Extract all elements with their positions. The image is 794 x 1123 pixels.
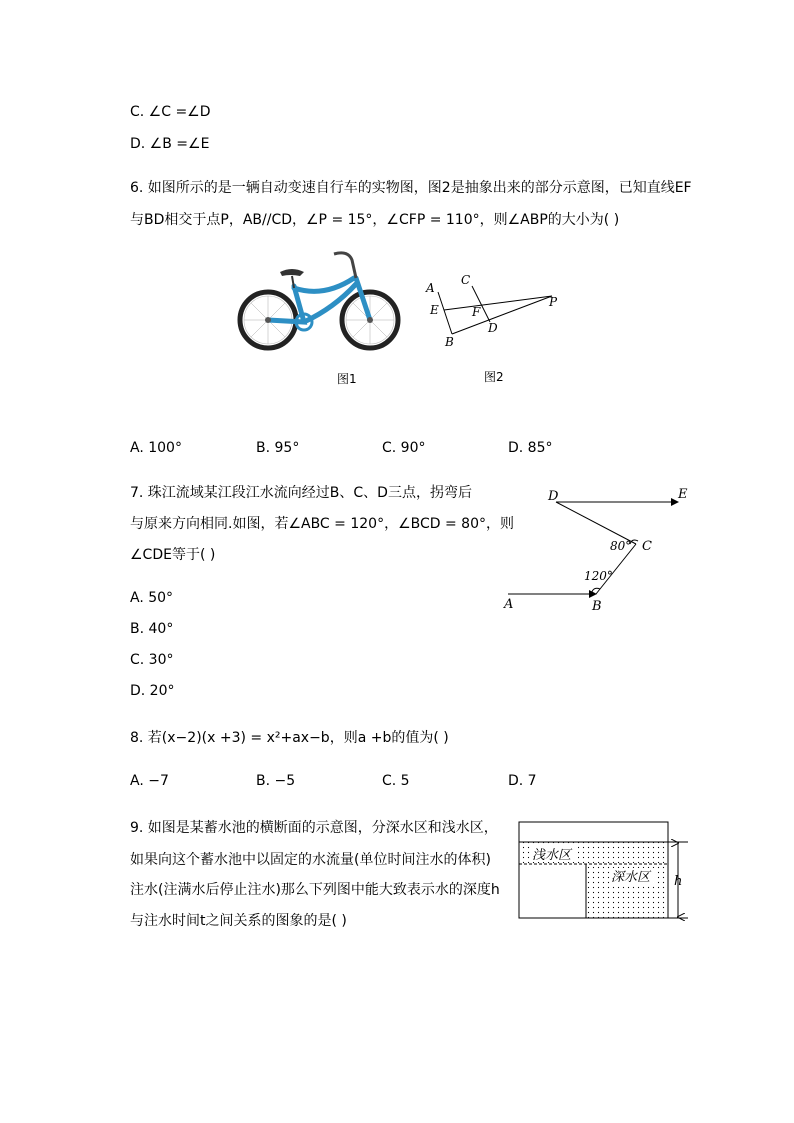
fig1-caption: 图1 (337, 372, 357, 386)
q7-text-line3: ∠CDE等于( ) (130, 547, 216, 563)
prev-option-d: D. ∠B =∠E (130, 136, 210, 152)
bicycle-seat (280, 269, 304, 276)
river-figure (500, 482, 700, 616)
bicycle-figure (234, 248, 404, 356)
q6-option-d: D. 85° (508, 440, 553, 456)
angle-c-label: 80° (610, 539, 632, 553)
label-c: C (642, 539, 652, 554)
reservoir-figure (516, 820, 694, 922)
bicycle-handlebar (334, 253, 356, 278)
label-a: A (504, 597, 514, 612)
label-d: D (488, 321, 498, 335)
q8-option-c: C. 5 (382, 773, 410, 789)
q7-option-b: B. 40° (130, 621, 174, 637)
label-b: B (592, 599, 602, 614)
q6-option-b: B. 95° (256, 440, 300, 456)
q9-text-line2: 如果向这个蓄水池中以固定的水流量(单位时间注水的体积) (130, 852, 491, 868)
prev-option-c: C. ∠C =∠D (130, 104, 211, 120)
q7-option-d: D. 20° (130, 683, 175, 699)
q7-option-a: A. 50° (130, 590, 174, 606)
q7-text-line1: 7. 珠江流域某江段江水流向经过B、C、D三点，拐弯后 (130, 485, 472, 501)
q7-text-line2: 与原来方向相同.如图，若∠ABC = 120°，∠BCD = 80°，则 (130, 516, 514, 532)
segment-cd (556, 502, 636, 544)
line-bp (452, 296, 552, 334)
label-d: D (548, 489, 559, 504)
line-ep (444, 296, 552, 310)
shallow-zone-label: 浅水区 (532, 848, 572, 863)
label-c: C (461, 273, 471, 287)
q6-geometry-figure (418, 268, 568, 350)
angle-b-label: 120° (584, 569, 613, 583)
label-e: E (678, 487, 688, 502)
q9-text-line3: 注水(注满水后停止注水)那么下列图中能大致表示水的深度h (130, 882, 500, 898)
label-f: F (472, 305, 481, 319)
q9-text-line1: 9. 如图是某蓄水池的横断面的示意图，分深水区和浅水区， (130, 820, 498, 836)
fig2-caption: 图2 (484, 370, 504, 384)
height-label: h (674, 874, 683, 889)
bicycle-frame (268, 278, 370, 322)
q6-text-line2: 与BD相交于点P，AB//CD，∠P = 15°，∠CFP = 110°，则∠ABP的大小为( ) (130, 212, 620, 228)
q6-option-c: C. 90° (382, 440, 426, 456)
q8-option-d: D. 7 (508, 773, 537, 789)
line-ab (438, 292, 452, 334)
deep-zone-label: 深水区 (611, 870, 651, 885)
q6-option-a: A. 100° (130, 440, 182, 456)
q6-text-line1: 6. 如图所示的是一辆自动变速自行车的实物图，图2是抽象出来的部分示意图，已知直线EF (130, 180, 692, 196)
label-e: E (430, 303, 439, 317)
label-a: A (426, 281, 435, 295)
q8-text-line1: 8. 若(x−2)(x +3) = x²+ax−b，则a +b的值为( ) (130, 730, 449, 746)
label-p: P (549, 295, 558, 309)
label-b: B (445, 335, 454, 349)
q7-option-c: C. 30° (130, 652, 174, 668)
q8-option-b: B. −5 (256, 773, 296, 789)
angle-b-arc (591, 588, 600, 596)
q9-text-line4: 与注水时间t之间关系的图象的是( ) (130, 913, 347, 929)
q8-option-a: A. −7 (130, 773, 169, 789)
